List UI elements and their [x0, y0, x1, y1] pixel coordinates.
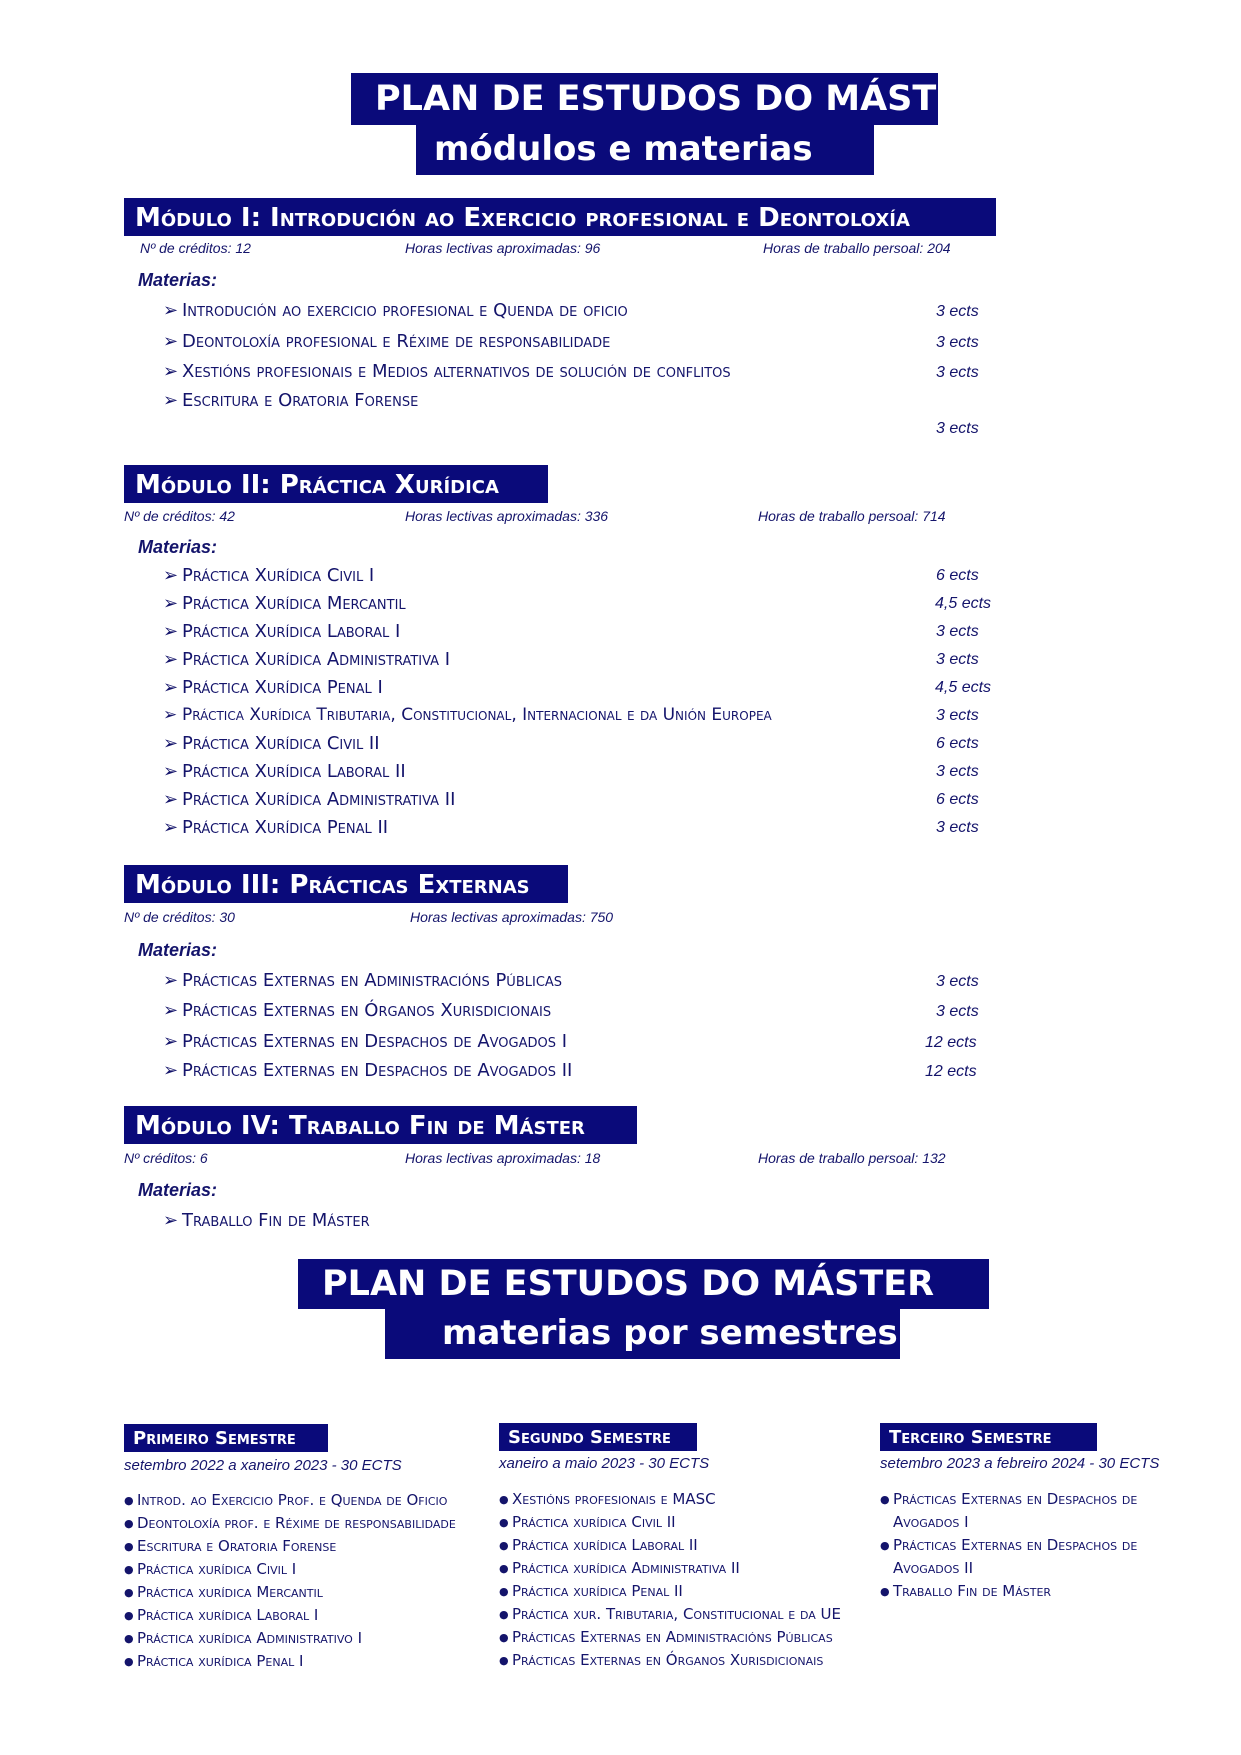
arrow-icon: ➢: [163, 677, 179, 698]
module-3-item-credits: 3 ects: [936, 973, 979, 990]
arrow-icon: ➢: [163, 705, 178, 725]
arrow-icon: ➢: [163, 761, 179, 782]
module-2-item: ➢ Práctica Xurídica Penal I: [163, 677, 383, 698]
arrow-icon: ➢: [163, 331, 179, 352]
semester-1-item: ● Práctica xurídica Mercantil: [124, 1583, 323, 1601]
module-4-materias-label: Materias:: [138, 1180, 218, 1200]
module-3-item: ➢ Prácticas Externas en Despachos de Avogados II: [163, 1060, 573, 1081]
semester-2-header: Segundo Semestre: [499, 1423, 697, 1451]
semester-2-item: ● Prácticas Externas en Órganos Xurisdicionais: [499, 1651, 824, 1669]
bullet-icon: ●: [499, 1631, 509, 1644]
module-3-item-credits: 12 ects: [925, 1063, 977, 1080]
module-3-materias-label: Materias:: [138, 940, 218, 960]
bullet-icon: ●: [124, 1540, 134, 1553]
semester-2-dates: xaneiro a maio 2023 - 30 ECTS: [499, 1455, 710, 1472]
semester-3-item: ● Traballo Fin de Máster: [880, 1582, 1052, 1600]
module-2-item: ➢ Práctica Xurídica Tributaria, Constitucional, Internacional e da Unión Europea: [163, 705, 772, 725]
arrow-icon: ➢: [163, 565, 179, 586]
module-1-item-credits: 3 ects: [936, 303, 979, 320]
module-2-item-credits: 6 ects: [936, 567, 979, 584]
module-2-personal-hours: Horas de traballo persoal: 714: [758, 508, 946, 524]
module-4-item: ➢ Traballo Fin de Máster: [163, 1210, 370, 1231]
bullet-icon: ●: [124, 1563, 134, 1576]
module-3-item: ➢ Prácticas Externas en Despachos de Avogados I: [163, 1031, 568, 1052]
arrow-icon: ➢: [163, 970, 179, 991]
module-1-header: Módulo I: Introdución ao Exercicio profesional e Deontoloxía: [124, 198, 996, 236]
module-2-materias-label: Materias:: [138, 537, 218, 557]
semester-2-item: ● Práctica xurídica Civil II: [499, 1513, 676, 1531]
semester-2-item: ● Práctica xurídica Administrativa II: [499, 1559, 740, 1577]
plan-subtitle: módulos e materias: [434, 129, 813, 169]
module-2-item: ➢ Práctica Xurídica Penal II: [163, 817, 389, 838]
module-1-item: ➢ Xestións profesionais e Medios alternativos de solución de conflitos: [163, 361, 731, 382]
plan-title: PLAN DE ESTUDOS DO MÁSTER: [375, 79, 988, 119]
module-2-item-credits: 4,5 ects: [935, 679, 992, 696]
semester-2-item: ● Práctica xurídica Penal II: [499, 1582, 683, 1600]
module-3-header: Módulo III: Prácticas Externas: [124, 865, 568, 903]
module-2-item-credits: 3 ects: [936, 819, 979, 836]
bullet-icon: ●: [499, 1562, 509, 1575]
module-2-hours: Horas lectivas aproximadas: 336: [405, 508, 609, 524]
arrow-icon: ➢: [163, 361, 179, 382]
module-4-header: Módulo IV: Traballo Fin de Máster: [124, 1106, 637, 1144]
semester-1-item: ● Introd. ao Exercicio Prof. e Quenda de Oficio: [124, 1491, 448, 1509]
module-4-hours: Horas lectivas aproximadas: 18: [405, 1150, 601, 1166]
module-4-personal-hours: Horas de traballo persoal: 132: [758, 1150, 946, 1166]
bullet-icon: ●: [880, 1585, 890, 1598]
arrow-icon: ➢: [163, 621, 179, 642]
module-2-item-credits: 6 ects: [936, 735, 979, 752]
module-3-hours: Horas lectivas aproximadas: 750: [410, 909, 614, 925]
module-1-credits: Nº de créditos: 12: [140, 240, 251, 256]
bullet-icon: ●: [499, 1516, 509, 1529]
module-2-item-credits: 3 ects: [936, 623, 979, 640]
module-3-item: ➢ Prácticas Externas en Órganos Xurisdicionais: [163, 1000, 552, 1021]
module-1-item: ➢ Introdución ao exercicio profesional e Quenda de oficio: [163, 300, 628, 321]
bullet-icon: ●: [499, 1493, 509, 1506]
bullet-icon: ●: [124, 1586, 134, 1599]
module-2-credits: Nº de créditos: 42: [124, 508, 235, 524]
bullet-icon: ●: [499, 1654, 509, 1667]
plan-title-banner: [351, 73, 988, 125]
arrow-icon: ➢: [163, 1000, 179, 1021]
module-2-item: ➢ Práctica Xurídica Laboral II: [163, 761, 406, 782]
bullet-icon: ●: [124, 1655, 134, 1668]
module-1-item-credits: 3 ects: [936, 334, 979, 351]
semester-1-header: Primeiro Semestre: [124, 1424, 328, 1452]
semester-1-item: ● Práctica xurídica Laboral I: [124, 1606, 319, 1624]
bullet-icon: ●: [124, 1609, 134, 1622]
module-3-item-credits: 3 ects: [936, 1003, 979, 1020]
semester-1-item: ● Deontoloxía prof. e Réxime de responsabilidade: [124, 1514, 456, 1532]
semester-1-item: ● Práctica xurídica Administrativo I: [124, 1629, 363, 1647]
semester-1-dates: setembro 2022 a xaneiro 2023 - 30 ECTS: [124, 1457, 402, 1474]
module-2-item-credits: 3 ects: [936, 763, 979, 780]
plan-subtitle-2: materias por semestres: [442, 1313, 898, 1353]
plan-title-2: PLAN DE ESTUDOS DO MÁSTER: [322, 1264, 935, 1304]
arrow-icon: ➢: [163, 300, 179, 321]
module-3-item: ➢ Prácticas Externas en Administracións Públicas: [163, 970, 563, 991]
bullet-icon: ●: [499, 1539, 509, 1552]
arrow-icon: ➢: [163, 1210, 179, 1231]
semester-2-item: ● Práctica xur. Tributaria, Constitucional e da UE: [499, 1605, 841, 1623]
semester-3-item: ● Prácticas Externas en Despachos de: [880, 1490, 1138, 1508]
semester-3-item-cont: Avogados II: [893, 1559, 974, 1577]
arrow-icon: ➢: [163, 593, 179, 614]
arrow-icon: ➢: [163, 649, 179, 670]
module-2-item-credits: 4,5 ects: [935, 595, 992, 612]
semester-1-item: ● Práctica xurídica Penal I: [124, 1652, 304, 1670]
module-2-item: ➢ Práctica Xurídica Civil II: [163, 733, 380, 754]
arrow-icon: ➢: [163, 817, 179, 838]
semester-2-item: ● Práctica xurídica Laboral II: [499, 1536, 698, 1554]
module-2-item-credits: 6 ects: [936, 791, 979, 808]
module-2-header: Módulo II: Práctica Xurídica: [124, 465, 548, 503]
module-2-item: ➢ Práctica Xurídica Administrativa II: [163, 789, 456, 810]
arrow-icon: ➢: [163, 390, 179, 411]
semester-2-item: ● Prácticas Externas en Administracións Públicas: [499, 1628, 833, 1646]
module-1-item-credits: 3 ects: [936, 420, 979, 437]
module-2-item-credits: 3 ects: [936, 651, 979, 668]
bullet-icon: ●: [124, 1632, 134, 1645]
bullet-icon: ●: [880, 1493, 890, 1506]
semester-3-item-cont: Avogados I: [893, 1513, 969, 1531]
module-1-materias-label: Materias:: [138, 270, 218, 290]
module-1-item-credits: 3 ects: [936, 364, 979, 381]
semester-3-dates: setembro 2023 a febreiro 2024 - 30 ECTS: [880, 1455, 1160, 1472]
bullet-icon: ●: [880, 1539, 890, 1552]
plan-subtitle-banner: [416, 125, 874, 175]
bullet-icon: ●: [499, 1608, 509, 1621]
semester-3-header: Terceiro Semestre: [880, 1423, 1097, 1451]
module-2-item: ➢ Práctica Xurídica Laboral I: [163, 621, 401, 642]
semester-3-item: ● Prácticas Externas en Despachos de: [880, 1536, 1138, 1554]
bullet-icon: ●: [124, 1494, 134, 1507]
plan-subtitle-banner-2: [385, 1309, 900, 1359]
plan-title-banner-2: [298, 1259, 989, 1309]
module-1-item: ➢ Escritura e Oratoria Forense: [163, 390, 419, 411]
semester-2-item: ● Xestións profesionais e MASC: [499, 1490, 716, 1508]
module-1-hours: Horas lectivas aproximadas: 96: [405, 240, 601, 256]
module-3-credits: Nº de créditos: 30: [124, 909, 235, 925]
arrow-icon: ➢: [163, 1031, 179, 1052]
module-4-credits: Nº créditos: 6: [124, 1150, 208, 1166]
bullet-icon: ●: [124, 1517, 134, 1530]
module-2-item: ➢ Práctica Xurídica Administrativa I: [163, 649, 451, 670]
module-2-item: ➢ Práctica Xurídica Civil I: [163, 565, 375, 586]
semester-1-item: ● Escritura e Oratoria Forense: [124, 1537, 337, 1555]
arrow-icon: ➢: [163, 789, 179, 810]
arrow-icon: ➢: [163, 733, 179, 754]
module-3-item-credits: 12 ects: [925, 1034, 977, 1051]
bullet-icon: ●: [499, 1585, 509, 1598]
module-1-item: ➢ Deontoloxía profesional e Réxime de responsabilidade: [163, 331, 611, 352]
semester-1-item: ● Práctica xurídica Civil I: [124, 1560, 297, 1578]
module-2-item-credits: 3 ects: [936, 707, 979, 724]
module-1-personal-hours: Horas de traballo persoal: 204: [763, 240, 951, 256]
arrow-icon: ➢: [163, 1060, 179, 1081]
module-2-item: ➢ Práctica Xurídica Mercantil: [163, 593, 406, 614]
